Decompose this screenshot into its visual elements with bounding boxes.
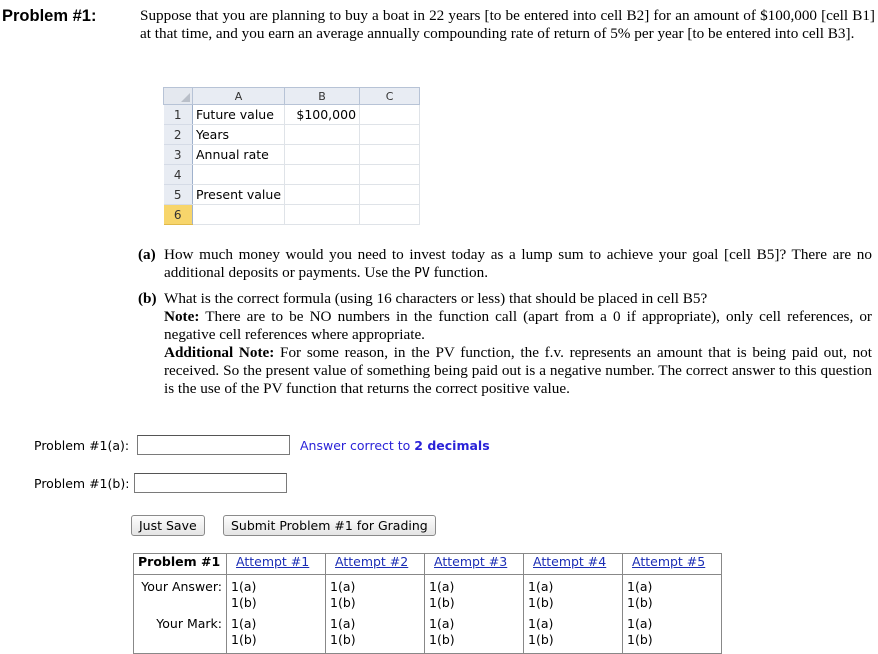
spreadsheet-row xyxy=(164,105,420,125)
your-answer-row xyxy=(134,575,722,614)
problem-title: Problem #1: xyxy=(2,7,97,25)
answer-line-b: 1(b) xyxy=(231,595,257,610)
mark-line-b: 1(b) xyxy=(330,632,356,647)
attempt-3-link[interactable]: Attempt #3 xyxy=(425,554,524,575)
attempts-header-row xyxy=(134,554,722,575)
your-mark-row xyxy=(134,613,722,654)
answer-line-a: 1(a) xyxy=(429,579,455,594)
mark-line-b: 1(b) xyxy=(627,632,653,647)
cell-a4 xyxy=(193,165,285,185)
attempt-5-link[interactable]: Attempt #5 xyxy=(623,554,722,575)
attempt-1-answer xyxy=(227,575,326,614)
answer-line-a: 1(a) xyxy=(528,579,554,594)
cell-b5 xyxy=(285,185,360,205)
additional-note-label: Additional Note: xyxy=(164,344,275,361)
question-a xyxy=(138,246,872,283)
attempts-problem-header: Problem #1 xyxy=(134,554,227,575)
spreadsheet-row xyxy=(164,185,420,205)
answer-line-b: 1(b) xyxy=(429,595,455,610)
spreadsheet-row xyxy=(164,165,420,185)
cell-c1 xyxy=(360,105,420,125)
cell-c4 xyxy=(360,165,420,185)
cell-a6 xyxy=(193,205,285,225)
row-header: 2 xyxy=(164,125,193,145)
answer-b-label: Problem #1(b): xyxy=(34,476,130,491)
answer-line-b: 1(b) xyxy=(528,595,554,610)
attempt-1-mark xyxy=(227,613,326,654)
spreadsheet-header-row xyxy=(164,88,420,105)
cell-b1: $100,000 xyxy=(285,105,360,125)
corner-triangle-icon xyxy=(181,93,190,102)
mark-line-a: 1(a) xyxy=(330,616,356,631)
column-header-c: C xyxy=(360,88,420,105)
additional-note-text: For some reason, in the PV function, the f.v. represents an amount that is being paid out, not received. So the present value of something being paid out is a negative number. The correct answer to this question is the use of the PV function that returns the correct positive value. xyxy=(164,344,872,397)
answer-hint-text: Answer correct to xyxy=(300,438,415,453)
attempt-5-mark xyxy=(623,613,722,654)
cell-b2 xyxy=(285,125,360,145)
cell-c6 xyxy=(360,205,420,225)
answer-a-input[interactable] xyxy=(137,435,290,455)
question-a-text-end: function. xyxy=(429,264,489,281)
question-b-additional-note xyxy=(164,344,872,398)
row-header: 1 xyxy=(164,105,193,125)
mark-line-a: 1(a) xyxy=(231,616,257,631)
attempts-table xyxy=(133,553,722,654)
attempt-3-answer xyxy=(425,575,524,614)
pv-function-name: PV xyxy=(414,266,430,281)
your-mark-label: Your Mark: xyxy=(134,613,227,654)
answer-line-b: 1(b) xyxy=(330,595,356,610)
spreadsheet-row xyxy=(164,205,420,225)
problem-intro: Suppose that you are planning to buy a boat in 22 years [to be entered into cell B2] for an amount of $100,000 [cell B1] at that time, and you earn an average annually compounding rate of return of 5% per year [to be entered into cell B3]. xyxy=(140,7,875,42)
your-answer-label: Your Answer: xyxy=(134,575,227,614)
row-header: 4 xyxy=(164,165,193,185)
column-header-a: A xyxy=(193,88,285,105)
mark-line-b: 1(b) xyxy=(231,632,257,647)
spreadsheet-row xyxy=(164,125,420,145)
question-a-label: (a) xyxy=(138,246,156,263)
answer-b-input[interactable] xyxy=(134,473,287,493)
mark-line-a: 1(a) xyxy=(429,616,455,631)
attempt-2-mark xyxy=(326,613,425,654)
cell-a5: Present value xyxy=(193,185,285,205)
answer-line-b: 1(b) xyxy=(627,595,653,610)
question-b-label: (b) xyxy=(138,290,157,307)
row-header: 5 xyxy=(164,185,193,205)
attempt-3-mark xyxy=(425,613,524,654)
attempt-2-link[interactable]: Attempt #2 xyxy=(326,554,425,575)
attempt-4-answer xyxy=(524,575,623,614)
attempt-5-answer xyxy=(623,575,722,614)
cell-a1: Future value xyxy=(193,105,285,125)
spreadsheet-image xyxy=(163,87,420,225)
cell-b6 xyxy=(285,205,360,225)
select-all-corner xyxy=(164,88,193,105)
spreadsheet-row xyxy=(164,145,420,165)
attempt-4-mark xyxy=(524,613,623,654)
answer-a-label: Problem #1(a): xyxy=(34,438,130,453)
cell-c5 xyxy=(360,185,420,205)
just-save-button[interactable]: Just Save xyxy=(131,515,205,536)
mark-line-b: 1(b) xyxy=(528,632,554,647)
cell-c3 xyxy=(360,145,420,165)
mark-line-b: 1(b) xyxy=(429,632,455,647)
question-a-text: How much money would you need to invest today as a lump sum to achieve your goal [cell B5]? There are no additional deposits or payments. Use the xyxy=(164,246,872,281)
attempt-2-answer xyxy=(326,575,425,614)
question-b xyxy=(138,290,872,398)
question-b-text: What is the correct formula (using 16 characters or less) that should be placed in cell B5? xyxy=(164,290,708,307)
mark-line-a: 1(a) xyxy=(528,616,554,631)
cell-b4 xyxy=(285,165,360,185)
question-b-note xyxy=(164,308,872,344)
row-header: 3 xyxy=(164,145,193,165)
attempt-1-link[interactable]: Attempt #1 xyxy=(227,554,326,575)
answer-line-a: 1(a) xyxy=(330,579,356,594)
column-header-b: B xyxy=(285,88,360,105)
cell-a2: Years xyxy=(193,125,285,145)
cell-a3: Annual rate xyxy=(193,145,285,165)
submit-for-grading-button[interactable]: Submit Problem #1 for Grading xyxy=(223,515,436,536)
cell-b3 xyxy=(285,145,360,165)
note-text: There are to be NO numbers in the function call (apart from a 0 if appropriate), only cell references, or negative cell references where appropriate. xyxy=(164,308,872,343)
row-header-selected: 6 xyxy=(164,205,193,225)
answer-line-a: 1(a) xyxy=(627,579,653,594)
mark-line-a: 1(a) xyxy=(627,616,653,631)
note-label: Note: xyxy=(164,308,200,325)
answer-line-a: 1(a) xyxy=(231,579,257,594)
attempt-4-link[interactable]: Attempt #4 xyxy=(524,554,623,575)
answer-hint xyxy=(300,438,490,453)
cell-c2 xyxy=(360,125,420,145)
answer-hint-decimals: 2 decimals xyxy=(414,438,490,453)
